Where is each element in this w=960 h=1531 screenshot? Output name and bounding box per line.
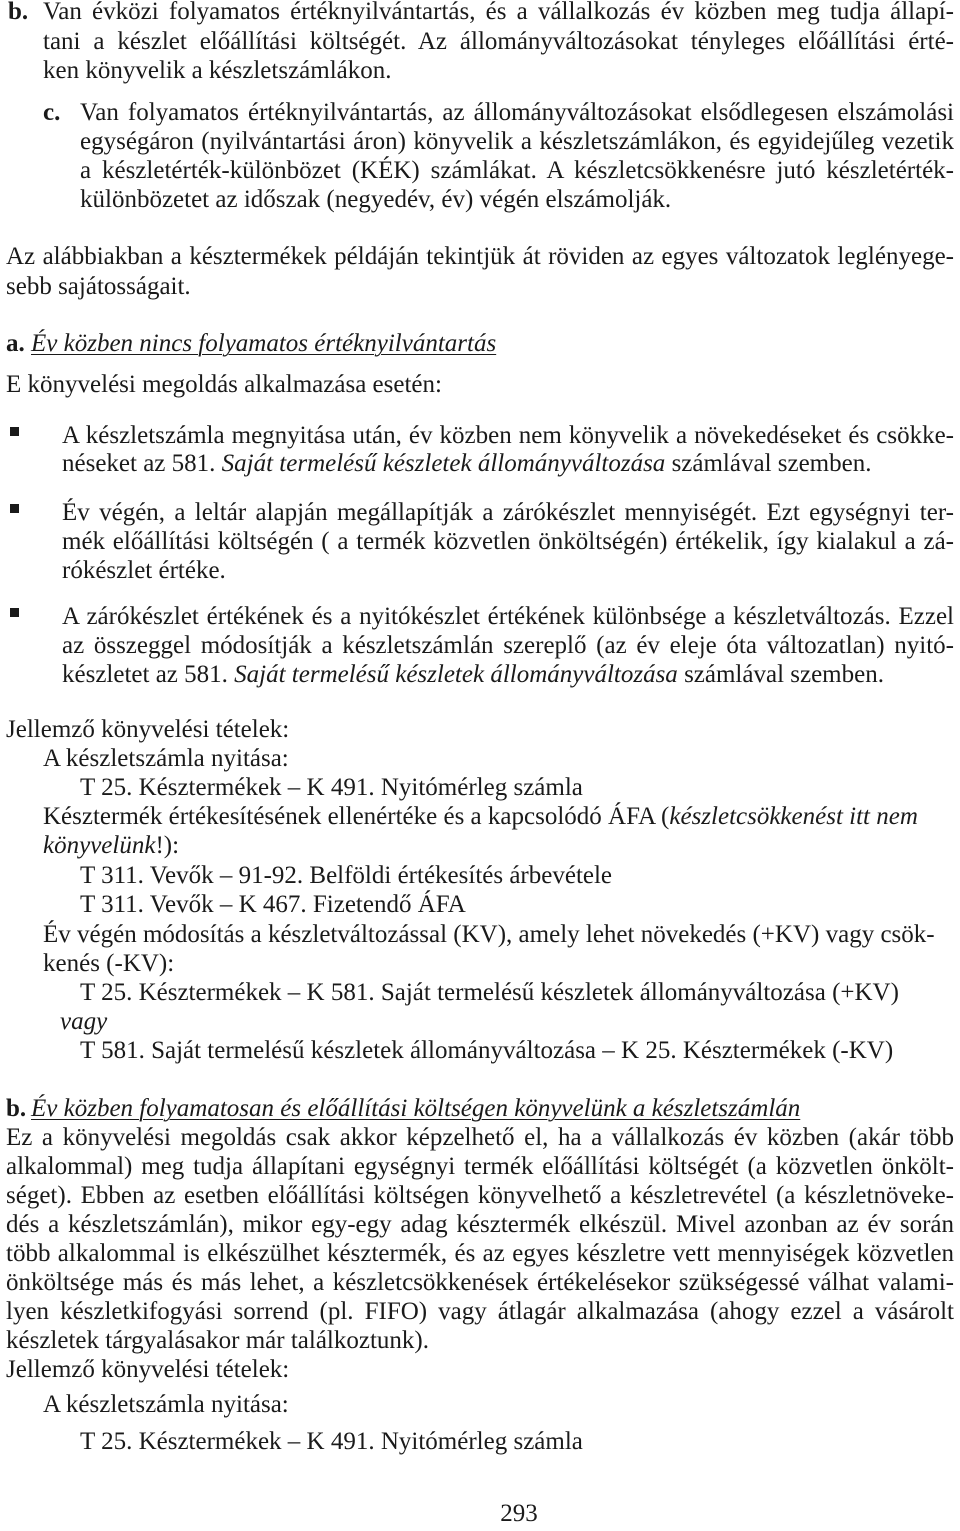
section-b-para-line: dés a készletszámlán), mikor egy-egy adag késztermék elkészül. Mivel azonban az év során	[6, 1211, 954, 1238]
bullet-square-icon	[10, 504, 19, 513]
sales-label-line-1	[43, 802, 918, 831]
entries-title: Jellemző könyvelési tételek:	[6, 1356, 290, 1383]
bullet-3-line-2: az összeggel módosítják a készletszámlán szereplő (az év eleje óta változatlan) nyitó-	[62, 632, 954, 659]
bullet-2-line-2: mék előállítási költségén ( a termék közvetlen önköltségén) értékelik, így kialakul a zá-	[62, 528, 954, 555]
section-b-para-line: séget). Ebben az esetben előállítási költségen könyvelhető a készletrevétel (a készletnöveke-	[6, 1182, 954, 1209]
opening-entry: T 25. Késztermékek – K 491. Nyitómérleg számla	[80, 1428, 583, 1455]
intro-line-2: sebb sajátosságait.	[6, 273, 191, 300]
bullet-3-line-3	[62, 660, 884, 689]
italic-note: készletcsökkenést itt nem	[669, 803, 918, 830]
item-c-line-1: Van folyamatos értéknyilvántartás, az állományváltozásokat elsődlegesen elszámolási	[80, 99, 954, 126]
text-segment: készletet az 581.	[62, 661, 235, 688]
page-number: 293	[500, 1500, 538, 1527]
yearend-label-line-2: kenés (-KV):	[43, 950, 175, 977]
section-b-heading: Év közben folyamatosan és előállítási költségen könyvelünk a készletszámlán	[31, 1095, 801, 1122]
opening-entry: T 25. Késztermékek – K 491. Nyitómérleg számla	[80, 774, 583, 801]
bullet-square-icon	[10, 427, 19, 436]
sales-entry-1: T 311. Vevők – 91-92. Belföldi értékesítés árbevétele	[80, 862, 613, 889]
opening-label: A készletszámla nyitása:	[43, 745, 289, 772]
item-b-line-1: Van évközi folyamatos értéknyilvántartás, és a vállalkozás év közben meg tudja állapí-	[43, 0, 954, 25]
section-b-para-line: készletek tárgyalásakor már találkoztunk).	[6, 1327, 429, 1354]
yearend-label-line-1: Év végén módosítás a készletváltozással (KV), amely lehet növekedés (+KV) vagy csök-	[43, 921, 935, 948]
text-segment: számlával szemben.	[677, 661, 884, 688]
item-c-line-4: különbözetet az időszak (negyedév, év) végén elszámolják.	[80, 186, 672, 213]
list-marker-c: c.	[43, 99, 61, 126]
text-segment: számlával szemben.	[665, 450, 872, 477]
text-segment: !):	[155, 832, 180, 859]
sales-label-line-2	[43, 831, 179, 860]
section-b-para-line: lyen készletkifogyási sorrend (pl. FIFO) vagy átlagár alkalmazása (ahogy ezzel a vásárolt	[6, 1298, 954, 1325]
section-a-heading: Év közben nincs folyamatos értéknyilvántartás	[31, 330, 497, 357]
entries-title: Jellemző könyvelési tételek:	[6, 716, 290, 743]
account-name: Saját termelésű készletek állományváltozása	[221, 450, 666, 477]
yearend-entry-2: T 581. Saját termelésű készletek állományváltozása – K 25. Késztermékek (-KV)	[80, 1037, 894, 1064]
item-b-line-3: ken könyvelik a készletszámlákon.	[43, 57, 392, 84]
item-c-line-2: egységáron (nyilvántartási áron) könyvelik a készletszámlákon, és egyidejűleg vezetik	[80, 128, 954, 155]
section-b-para-line: több alkalommal is elkészülhet késztermék, és az egyes készletre vett mennyiségek közvetlen	[6, 1240, 954, 1267]
bullet-2-line-3: rókészlet értéke.	[62, 557, 226, 584]
bullet-1-line-1: A készletszámla megnyitása után, év közben nem könyvelik a növekedéseket és csökke-	[62, 422, 954, 449]
item-b-line-2: tani a készlet előállítási költségét. Az állományváltozásokat tényleges előállítási érté-	[43, 28, 954, 55]
sales-entry-2: T 311. Vevők – K 467. Fizetendő ÁFA	[80, 891, 466, 918]
text-segment: néseket az 581.	[62, 450, 222, 477]
yearend-entry-1: T 25. Késztermékek – K 581. Saját termelésű készletek állományváltozása (+KV)	[80, 979, 899, 1006]
section-a-marker: a.	[6, 330, 25, 357]
section-a-lead: E könyvelési megoldás alkalmazása esetén:	[6, 371, 442, 398]
item-c-line-3: a készletérték-különbözet (KÉK) számlákat. A készletcsökkenésre jutó készletérték-	[80, 157, 954, 184]
section-b-marker: b.	[6, 1095, 27, 1122]
italic-note: könyvelünk	[43, 832, 156, 859]
intro-line-1: Az alábbiakban a késztermékek példáján tekintjük át röviden az egyes változatok leglényege-	[6, 243, 954, 270]
list-marker-b: b.	[8, 0, 29, 25]
section-b-para-line: önköltsége más és más lehet, a készletcsökkenések értékelésekor szükségessé válhat valami-	[6, 1269, 954, 1296]
section-b-para-line: Ez a könyvelési megoldás csak akkor képzelhető el, ha a vállalkozás év közben (akár több	[6, 1124, 954, 1151]
or-connector: vagy	[60, 1008, 108, 1035]
opening-label: A készletszámla nyitása:	[43, 1391, 289, 1418]
bullet-2-line-1: Év végén, a leltár alapján megállapítják a zárókészlet mennyiségét. Ezt egységnyi ter-	[62, 499, 954, 526]
bullet-1-line-2	[62, 449, 871, 478]
section-b-para-line: alkalommal) meg tudja állapítani egységnyi termék előállítási költségét (a közvetlen önkölt-	[6, 1153, 954, 1180]
bullet-square-icon	[10, 608, 19, 617]
text-segment: Késztermék értékesítésének ellenértéke és a kapcsolódó ÁFA (	[43, 803, 670, 830]
bullet-3-line-1: A zárókészlet értékének és a nyitókészlet értékének különbsége a készletváltozás. Ezzel	[62, 603, 954, 630]
account-name: Saját termelésű készletek állományváltozása	[234, 661, 678, 688]
